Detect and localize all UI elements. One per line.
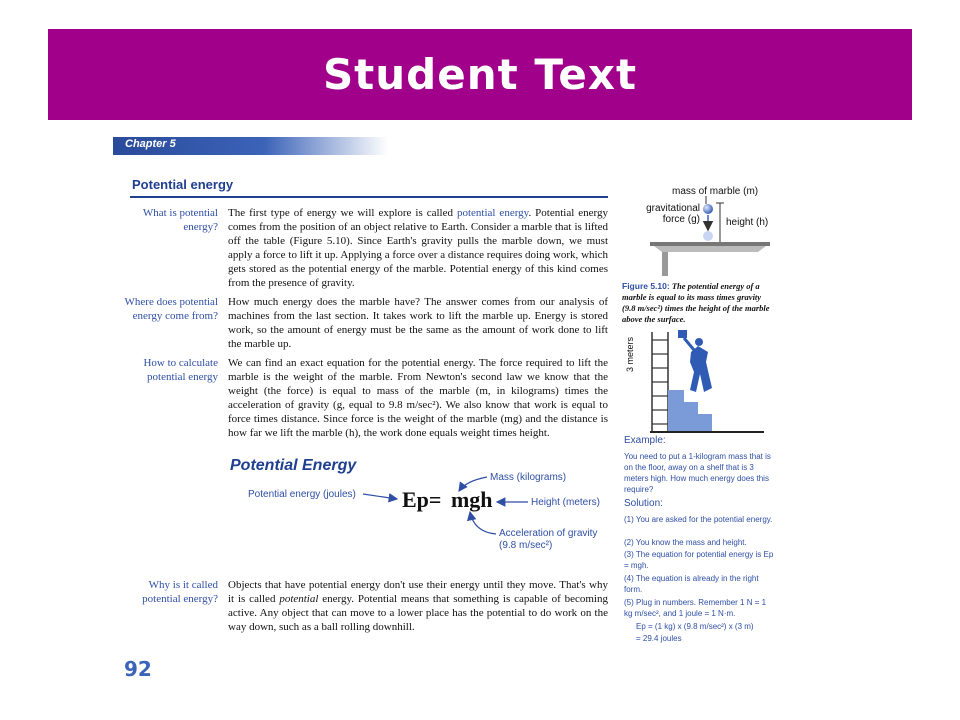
page-number: 92 [124,657,152,681]
paragraph-4-pre: Objects that have potential energy don't use their energy until they move. That's why it is called [228,579,608,605]
stairs-height-label: 3 meters [625,336,635,372]
solution-step-5: (5) Plug in numbers. Remember 1 N = 1 kg m/sec², and 1 joule = 1 N·m. [624,598,767,618]
formula-rhs: mgh [450,487,493,512]
section-title: Potential energy [132,177,234,192]
emphasis-potential: potential [279,593,319,605]
solution-heading: Solution: [624,498,663,509]
fig-label-force-2: force (g) [662,214,700,225]
fig-label-height: height (h) [726,217,769,228]
solution-step-2: (2) You know the mass and height. [624,538,747,547]
label-potential-energy: Potential energy (joules) [248,489,356,500]
chapter-label: Chapter 5 [125,138,176,150]
solution-calc: Ep = (1 kg) x (9.8 m/sec²) x (3 m) [636,622,754,631]
label-mass: Mass (kilograms) [490,472,567,483]
formula-lhs: Ep= [402,487,442,512]
paragraph-3: We can find an exact equation for the potential energy. The force required to lift the marble is the weight of the marble. From Newton's second law we know that the weight (the force) is equal to mass of the marble (m, in kilograms) times the acceleration of gravity (g, equal to 9.8 m/sec²). We also know that work is equal to force times distance. Since force is the weight of the marble (mg) and the distance is how far we lift the marble (h), the work done equals weight times height. [228,357,608,439]
solution-step-3: (3) The equation for potential energy is Ep = mgh. [624,550,774,570]
paragraph-4-post: energy. Potential means that something is capable of becoming active. Any object that can move to a lower place has the potential to do work on the way down, such as a ball rolling downhill. [228,593,608,633]
side-question-1: What is potential energy? [142,207,218,233]
example-heading: Example: [624,435,666,446]
paragraph-1-post: . Potential energy comes from the position of an object relative to Earth. Consider a marble that is lifted off the table (Figure 5.10). Since Earth's gravity pulls the marble down, we must apply a force to lift it up. Applying a force over a distance requires doing work, which gets stored as the potential energy of the marble. Potential energy of this kind comes from the presence of gravity. [228,207,608,289]
figure-caption-text: The potential energy of a marble is equal to its mass times gravity (9.8 m/sec²) times the height of the marble above the surface. [622,281,770,324]
formula-title: Potential Energy [230,457,357,474]
solution-step-1: (1) You are asked for the potential energy. [624,515,773,524]
solution-step-4: (4) The equation is already in the right form. [624,574,759,594]
banner-title: Student Text [322,50,638,99]
paragraph-2: How much energy does the marble have? The answer comes from our analysis of machines from the last section. It takes work to lift the marble up. Energy is stored work, so the amount of energy must be the same as the amount of work done to lift the marble up. [228,296,608,350]
side-question-4: Why is it called potential energy? [142,579,218,605]
label-gravity: Acceleration of gravity [499,528,598,539]
side-question-2: Where does potential energy come from? [124,296,218,322]
keyword-potential-energy: potential energy [456,207,529,219]
side-question-3: How to calculate potential energy [143,357,218,383]
fig-label-force-1: gravitational [646,203,700,214]
label-gravity-value: (9.8 m/sec²) [499,540,553,551]
example-text: You need to put a 1-kilogram mass that is on the floor, away on a shelf that is 3 meters high. How much energy does this require? [624,452,771,494]
solution-result: = 29.4 joules [636,634,682,643]
figure-caption-label: Figure 5.10: [622,281,670,291]
fig-label-mass: mass of marble (m) [672,186,759,197]
paragraph-1-pre: The first type of energy we will explore is called [228,207,457,219]
label-height: Height (meters) [531,497,600,508]
